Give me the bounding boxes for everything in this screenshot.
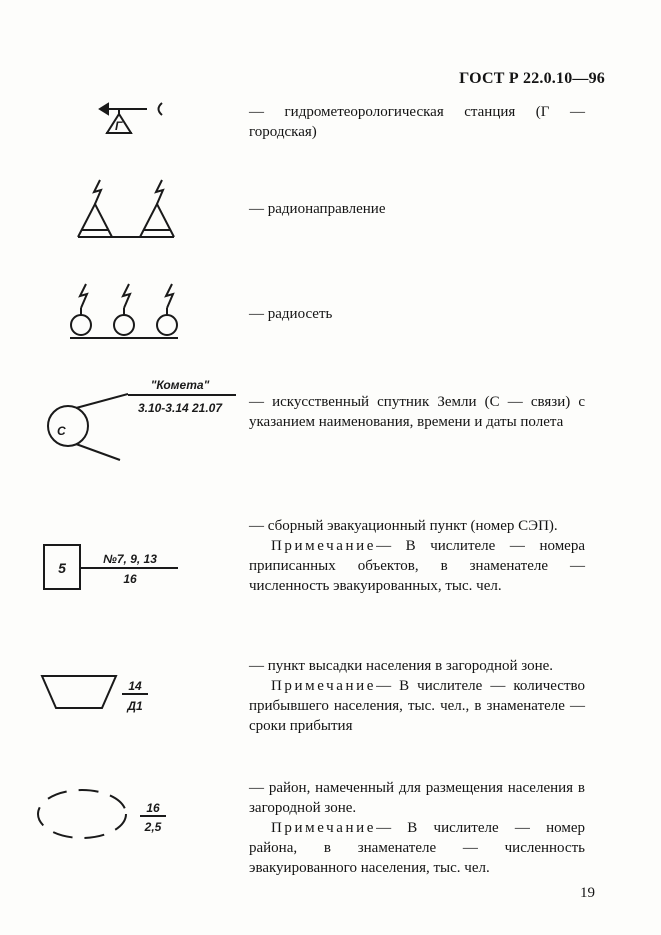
landing-point-symbol (40, 672, 160, 716)
area-denominator: 2,5 (144, 820, 162, 834)
note-text: — В числителе — номер района, в знаменателе — численность эвакуированного населения, тыс. чел. (249, 820, 585, 876)
radio-direction-symbol (76, 178, 186, 242)
entry-radio-network (249, 304, 585, 324)
entry-text: — радионаправление (249, 201, 386, 217)
placement-area-symbol (34, 786, 174, 842)
entry-text: — радиосеть (249, 306, 333, 322)
evacuation-point-number: 5 (58, 560, 66, 576)
station-letter: Г (115, 119, 123, 133)
entry-note (249, 536, 585, 596)
satellite-letter: С (57, 424, 66, 438)
landing-denominator: Д1 (127, 699, 143, 713)
entry-text: — сборный эвакуационный пункт (номер СЭП). (249, 518, 558, 534)
note-label: Примечание (271, 538, 377, 554)
entry-placement-area (249, 778, 585, 878)
earth-satellite-symbol (40, 374, 240, 466)
entry-earth-satellite (249, 392, 585, 432)
satellite-name: "Комета" (150, 378, 210, 392)
note-text: — В числителе — количество прибывшего населения, тыс. чел., в знаменателе — сроки прибытия (249, 678, 585, 734)
satellite-dates: 3.10-3.14 21.07 (137, 401, 223, 415)
entry-text: — район, намеченный для размещения населения в загородной зоне. (249, 780, 585, 816)
radio-network-symbol (68, 282, 178, 344)
entry-hydrometeorological-station (249, 102, 585, 142)
hydrometeorological-station-symbol (92, 96, 172, 138)
entry-text: — гидрометеорологическая станция (Г — городская) (249, 104, 585, 140)
evacuation-numerator: №7, 9, 13 (103, 552, 157, 566)
evacuation-denominator: 16 (123, 572, 137, 586)
page-number: 19 (580, 885, 595, 901)
entry-note (249, 676, 585, 736)
entry-landing-point (249, 656, 585, 736)
note-label: Примечание (271, 678, 377, 694)
landing-numerator: 14 (128, 679, 142, 693)
entry-text: — пункт высадки населения в загородной зоне. (249, 658, 554, 674)
entry-note (249, 818, 585, 878)
document-code: ГОСТ Р 22.0.10—96 (459, 70, 605, 87)
entry-radio-direction (249, 199, 585, 219)
area-numerator: 16 (146, 801, 160, 815)
evacuation-point-symbol (42, 543, 182, 595)
note-label: Примечание (271, 820, 377, 836)
note-text: — В числителе — номера приписанных объектов, в знаменателе — численность эвакуированных, тыс. чел. (249, 538, 585, 594)
entry-text: — искусственный спутник Земли (С — связи) с указанием наименования, времени и даты полета (249, 394, 585, 430)
entry-evacuation-point (249, 516, 585, 596)
